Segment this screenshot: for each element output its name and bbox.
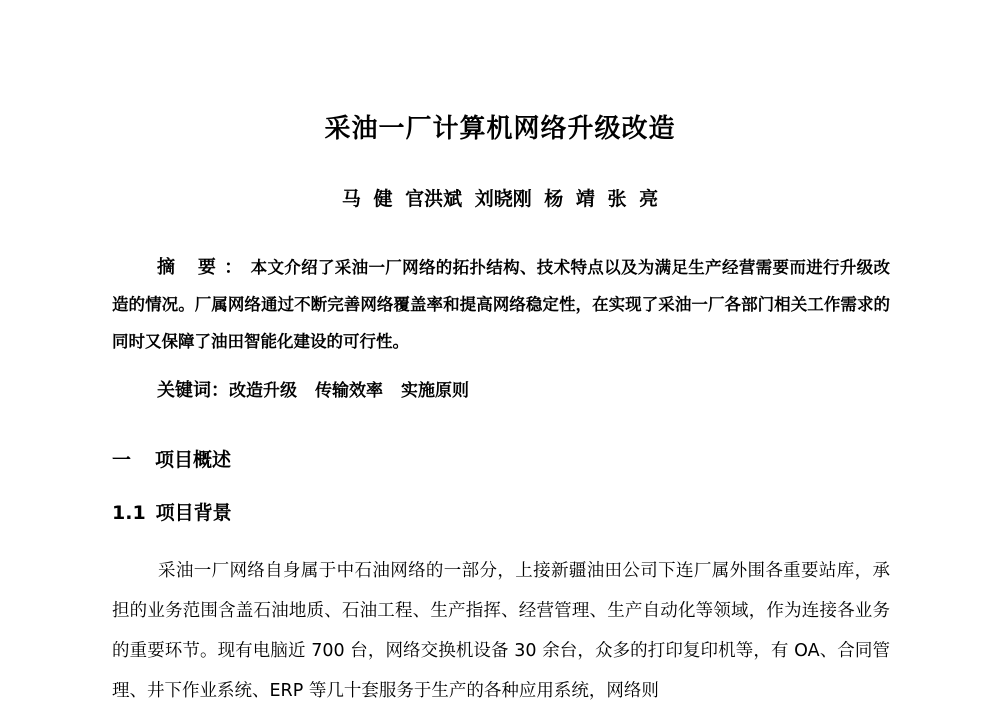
abstract-label: 摘 要： bbox=[157, 257, 251, 278]
paper-title: 采油一厂计算机网络升级改造 bbox=[324, 114, 676, 144]
subsection-number: 1.1 bbox=[112, 502, 146, 524]
author-list: 马 健 官洪斌 刘晓刚 杨 靖 张 亮 bbox=[341, 188, 659, 210]
section-heading bbox=[112, 445, 231, 472]
section-number: 一 bbox=[112, 449, 132, 471]
section-title: 项目概述 bbox=[155, 449, 232, 471]
subsection-title: 项目背景 bbox=[155, 502, 232, 524]
keyword-item: 实施原则 bbox=[401, 381, 469, 401]
subsection-heading bbox=[112, 498, 232, 525]
keyword-item: 传输效率 bbox=[315, 381, 383, 401]
keywords-line bbox=[157, 376, 487, 402]
body-paragraph: 采油一厂网络自身属于中石油网络的一部分，上接新疆油田公司下连厂属外围各重要站库，承担的业务范围含盖石油地质、石油工程、生产指挥、经营管理、生产自动化等领域，作为连接各业务的重要环节。现有电脑近 700 台，网络交换机设备 30 余台，众多的打印复印机等，有 OA、合同管理、井下作业系统、ERP 等几十套服务于生产的各种应用系统，网络则 bbox=[112, 561, 890, 701]
abstract-paragraph bbox=[112, 249, 890, 360]
keywords-label: 关键词： bbox=[157, 380, 229, 401]
keyword-item: 改造升级 bbox=[229, 381, 297, 401]
abstract-text: 本文介绍了采油一厂网络的拓扑结构、技术特点以及为满足生产经营需要而进行升级改造的情况。厂属网络通过不断完善网络覆盖率和提高网络稳定性，在实现了采油一厂各部门相关工作需求的同时又保障了油田智能化建设的可行性。 bbox=[112, 258, 890, 351]
